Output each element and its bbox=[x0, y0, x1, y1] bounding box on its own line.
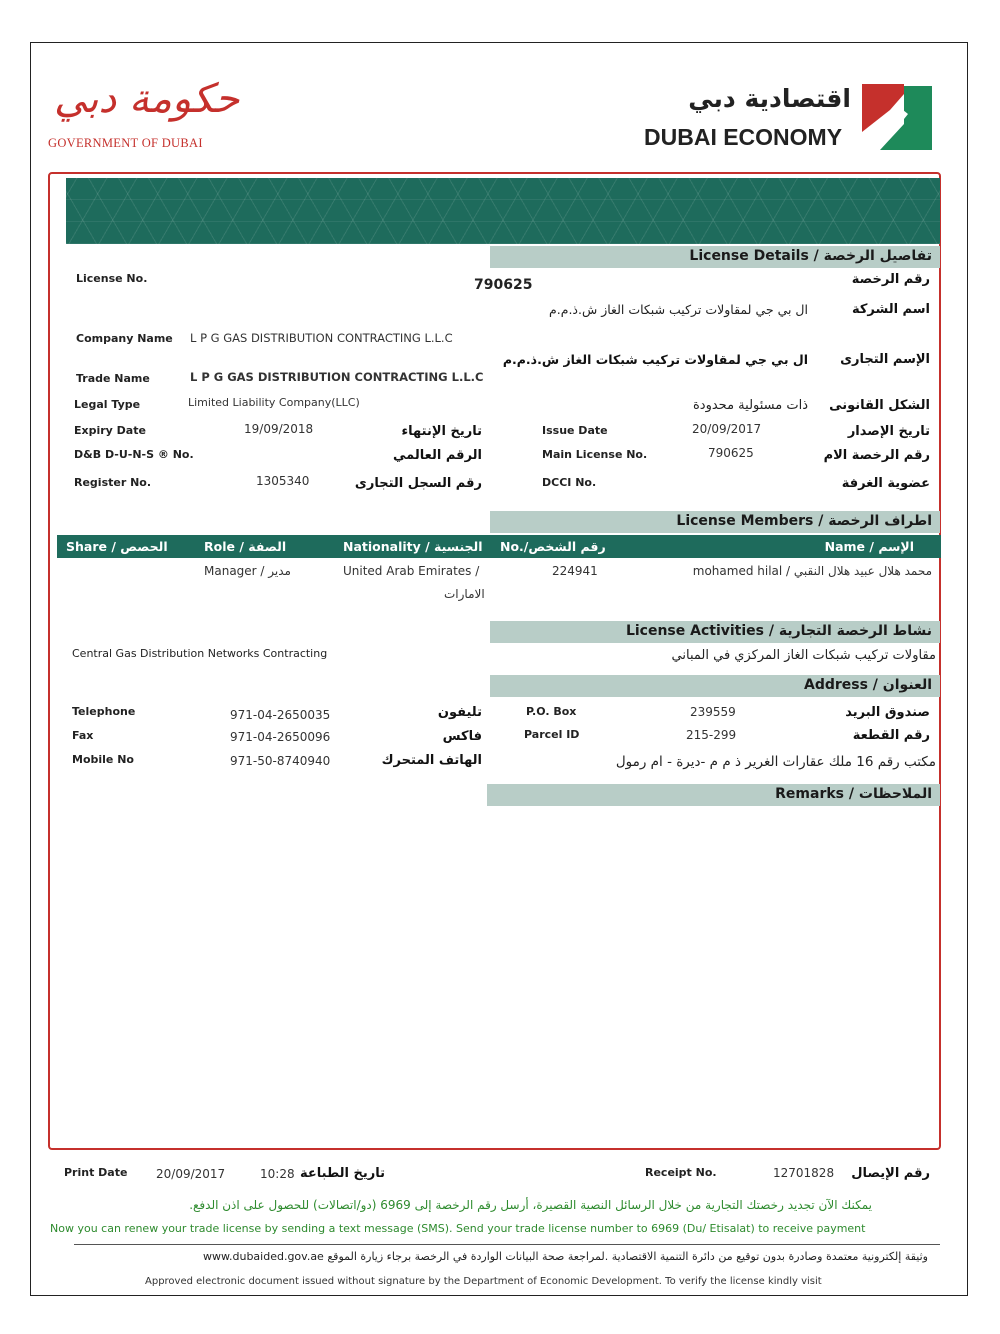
approved-notice-arabic: وثيقة إلكترونية معتمدة وصادرة بدون توقيع من دائرة التنمية الاقتصادية .لمراجعة صحة البيانات الواردة في الرخصة برجاء زيارة الموقع www.dubaided.gov.ae bbox=[203, 1250, 928, 1263]
print-time-value: 10:28 bbox=[260, 1167, 295, 1181]
fax-value: 971-04-2650096 bbox=[230, 730, 331, 744]
members-table-header bbox=[57, 535, 941, 558]
pobox-label-ar: صندوق البريد bbox=[845, 705, 930, 720]
license-members-title: License Members / اطراف الرخصة bbox=[676, 513, 932, 529]
fax-label: Fax bbox=[72, 729, 94, 742]
license-details-title: License Details / تفاصيل الرخصة bbox=[689, 248, 932, 264]
col-share: Share / الحصص bbox=[66, 539, 168, 554]
mobile-label-ar: الهاتف المتحرك bbox=[381, 753, 482, 768]
activity-english: Central Gas Distribution Networks Contracting bbox=[72, 647, 328, 660]
dcci-label: DCCI No. bbox=[542, 476, 597, 489]
gov-english-name: GOVERNMENT OF DUBAI bbox=[48, 136, 203, 150]
member-nationality: United Arab Emirates / bbox=[343, 564, 480, 578]
pobox-value: 239559 bbox=[690, 705, 736, 719]
parcel-id-value: 215-299 bbox=[686, 728, 737, 742]
address-arabic: مكتب رقم 16 ملك عقارات الغرير ذ م م -ديرة - ام رمول bbox=[615, 754, 936, 770]
col-nationality: Nationality / الجنسية bbox=[343, 539, 483, 554]
duns-label: D&B D-U-N-S ® No. bbox=[74, 448, 194, 461]
print-date-label: Print Date bbox=[64, 1166, 128, 1179]
dubai-economy-logo bbox=[640, 82, 940, 154]
register-no-label-ar: رقم السجل التجارى bbox=[354, 476, 482, 491]
duns-label-ar: الرقم العالمي bbox=[393, 448, 482, 463]
member-name: mohamed hilal / محمد هلال عبيد هلال النقبي bbox=[692, 564, 932, 578]
license-no-value: 790625 bbox=[474, 277, 533, 293]
approved-notice-english: Approved electronic document issued without signature by the Department of Economic Development. To verify the license kindly visit bbox=[145, 1276, 822, 1287]
member-role: Manager / مدير bbox=[204, 564, 291, 578]
legal-type-label-ar: الشكل القانونى bbox=[829, 398, 930, 413]
legal-type-ar: ذات مسئولية محدودة bbox=[692, 398, 808, 413]
license-no-label-ar: رقم الرخصة bbox=[851, 272, 930, 287]
trade-name-label-ar: الإسم التجارى bbox=[840, 352, 930, 367]
company-name-ar: ال بي جي لمقاولات تركيب شبكات الغاز ش.ذ.م.م bbox=[549, 302, 808, 317]
issue-date-value: 20/09/2017 bbox=[692, 422, 762, 436]
telephone-label: Telephone bbox=[72, 705, 136, 718]
company-name-label-ar: اسم الشركة bbox=[851, 302, 930, 317]
de-arabic-name: اقتصادية دبي bbox=[688, 84, 851, 113]
mobile-value: 971-50-8740940 bbox=[230, 754, 331, 768]
sms-notice-arabic: يمكنك الآن تجديد رخصتك التجارية من خلال الرسائل النصية القصيرة، أرسل رقم الرخصة إلى 6969 (دو/اتصالات) للحصول على اذن الدفع. bbox=[189, 1198, 872, 1212]
register-no-value: 1305340 bbox=[256, 474, 310, 488]
register-no-label: Register No. bbox=[74, 476, 152, 489]
activity-arabic: مقاولات تركيب شبكات الغاز المركزي في المباني bbox=[671, 648, 936, 663]
expiry-date-value: 19/09/2018 bbox=[244, 422, 314, 436]
sms-notice-english: Now you can renew your trade license by sending a text message (SMS). Send your trade license number to 6969 (Du/ Etisalat) to receive payment bbox=[50, 1222, 866, 1235]
print-date-value: 20/09/2017 bbox=[156, 1167, 226, 1181]
trade-name-label: Trade Name bbox=[76, 372, 150, 385]
receipt-no-value: 12701828 bbox=[773, 1166, 835, 1180]
col-person-no: No./رقم الشخص bbox=[500, 539, 606, 554]
gov-arabic-calligraphy: حكومة دبي bbox=[54, 76, 240, 122]
company-name-value: L P G GAS DISTRIBUTION CONTRACTING L.L.C bbox=[190, 331, 453, 345]
main-license-value: 790625 bbox=[708, 446, 754, 460]
de-english-name: DUBAI ECONOMY bbox=[644, 124, 843, 150]
mobile-label: Mobile No bbox=[72, 753, 134, 766]
license-no-label: License No. bbox=[76, 272, 148, 285]
trade-name-ar: ال بي جي لمقاولات تركيب شبكات الغاز ش.ذ.م.م bbox=[502, 352, 808, 367]
col-name: Name / الإسم bbox=[824, 539, 914, 554]
company-name-label: Company Name bbox=[76, 332, 173, 345]
main-license-label-ar: رقم الرخصة الام bbox=[823, 448, 930, 463]
issue-date-label-ar: تاريخ الإصدار bbox=[847, 424, 930, 439]
receipt-no-label-ar: رقم الإيصال bbox=[851, 1166, 930, 1181]
legal-type-value: Limited Liability Company(LLC) bbox=[188, 396, 360, 409]
parcel-id-label-ar: رقم القطعة bbox=[852, 728, 930, 743]
legal-type-label: Legal Type bbox=[74, 398, 141, 411]
issue-date-label: Issue Date bbox=[542, 424, 608, 437]
print-date-label-ar: تاريخ الطباعة bbox=[300, 1166, 385, 1181]
pattern-banner bbox=[66, 178, 940, 244]
address-title: Address / العنوان bbox=[803, 677, 932, 693]
col-role: Role / الصفة bbox=[204, 539, 287, 554]
fax-label-ar: فاكس bbox=[442, 729, 482, 744]
pobox-label: P.O. Box bbox=[526, 705, 577, 718]
remarks-title: Remarks / الملاحظات bbox=[775, 786, 932, 802]
expiry-date-label: Expiry Date bbox=[74, 424, 146, 437]
receipt-no-label: Receipt No. bbox=[645, 1166, 717, 1179]
member-nationality-ar: الامارات bbox=[444, 587, 485, 601]
footer-divider bbox=[74, 1244, 940, 1245]
license-activities-title: License Activities / نشاط الرخصة التجارية bbox=[625, 623, 932, 639]
member-person-no: 224941 bbox=[552, 564, 598, 578]
trade-name-value: L P G GAS DISTRIBUTION CONTRACTING L.L.C bbox=[190, 370, 484, 384]
main-license-label: Main License No. bbox=[542, 448, 648, 461]
dubai-economy-emblem-icon bbox=[862, 84, 932, 150]
expiry-date-label-ar: تاريخ الإنتهاء bbox=[401, 424, 482, 439]
parcel-id-label: Parcel ID bbox=[524, 728, 580, 741]
telephone-label-ar: تليفون bbox=[437, 705, 482, 720]
dcci-label-ar: عضوية الغرفة bbox=[841, 476, 930, 491]
telephone-value: 971-04-2650035 bbox=[230, 708, 331, 722]
government-of-dubai-logo bbox=[48, 74, 238, 154]
